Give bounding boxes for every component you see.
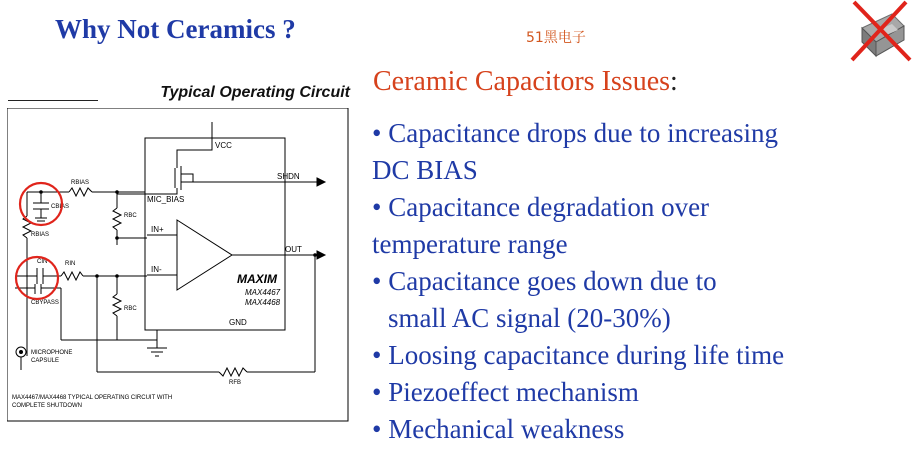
label-out: OUT	[285, 245, 302, 254]
label-in-plus: IN+	[151, 225, 164, 234]
label-rbc-bottom: RBC	[124, 306, 137, 312]
label-gnd: GND	[229, 318, 247, 327]
issue-line: • Piezoeffect mechanism	[372, 377, 639, 407]
issue-line: • Capacitance degradation over	[372, 192, 710, 222]
issue-item	[372, 411, 902, 448]
slide-title: Why Not Ceramics ?	[55, 14, 296, 44]
label-cbypass: CBYPASS	[31, 300, 59, 306]
circuit-title: Typical Operating Circuit	[160, 84, 350, 101]
crossed-out-capacitor-icon	[848, 0, 912, 62]
issue-line: • Capacitance drops due to increasing	[372, 118, 779, 148]
issue-line: • Mechanical weakness	[372, 414, 625, 444]
label-part-max4468: MAX4468	[245, 298, 281, 307]
label-mic-bias: MIC_BIAS	[147, 195, 185, 204]
label-microphone: MICROPHONE	[31, 350, 73, 356]
label-vcc: VCC	[215, 141, 232, 150]
label-rbias-left: RBIAS	[31, 232, 50, 238]
issue-line-cont: temperature range	[372, 229, 568, 259]
issue-line-cont: DC BIAS	[372, 155, 478, 185]
issue-item	[372, 374, 902, 411]
issues-heading-text: Ceramic Capacitors Issues	[373, 66, 671, 97]
label-shdn: SHDN	[277, 172, 300, 181]
issue-line: • Loosing capacitance during life time	[372, 340, 785, 370]
issue-line: • Capacitance goes down due to	[372, 266, 717, 296]
label-part-max4467: MAX4467	[245, 288, 281, 297]
issue-item	[372, 115, 902, 189]
label-cin: CIN	[37, 259, 48, 265]
label-capsule: CAPSULE	[31, 358, 60, 364]
issue-line-cont: small AC signal (20-30%)	[388, 303, 671, 333]
issue-item	[372, 189, 902, 263]
circuit-title-rule	[8, 100, 98, 101]
issues-heading	[373, 66, 678, 98]
issues-list	[372, 115, 902, 448]
label-rfb: RFB	[229, 380, 241, 386]
label-rin: RIN	[65, 261, 76, 267]
label-in-minus: IN-	[151, 265, 162, 274]
label-rbias-top: RBIAS	[71, 180, 90, 186]
issue-item	[372, 337, 902, 374]
watermark-text: 51黑电子	[526, 30, 586, 46]
typical-operating-circuit-diagram	[7, 108, 349, 422]
label-rbc-top: RBC	[124, 213, 137, 219]
issue-item	[372, 263, 902, 337]
circuit-caption-line1: MAX4467/MAX4468 TYPICAL OPERATING CIRCUIT WITH	[12, 395, 173, 401]
circuit-caption-line2: COMPLETE SHUTDOWN	[12, 403, 83, 409]
label-cbias: CBIAS	[51, 204, 70, 210]
issues-heading-colon: :	[670, 66, 678, 97]
maxim-logo: MAXIM	[237, 272, 277, 286]
